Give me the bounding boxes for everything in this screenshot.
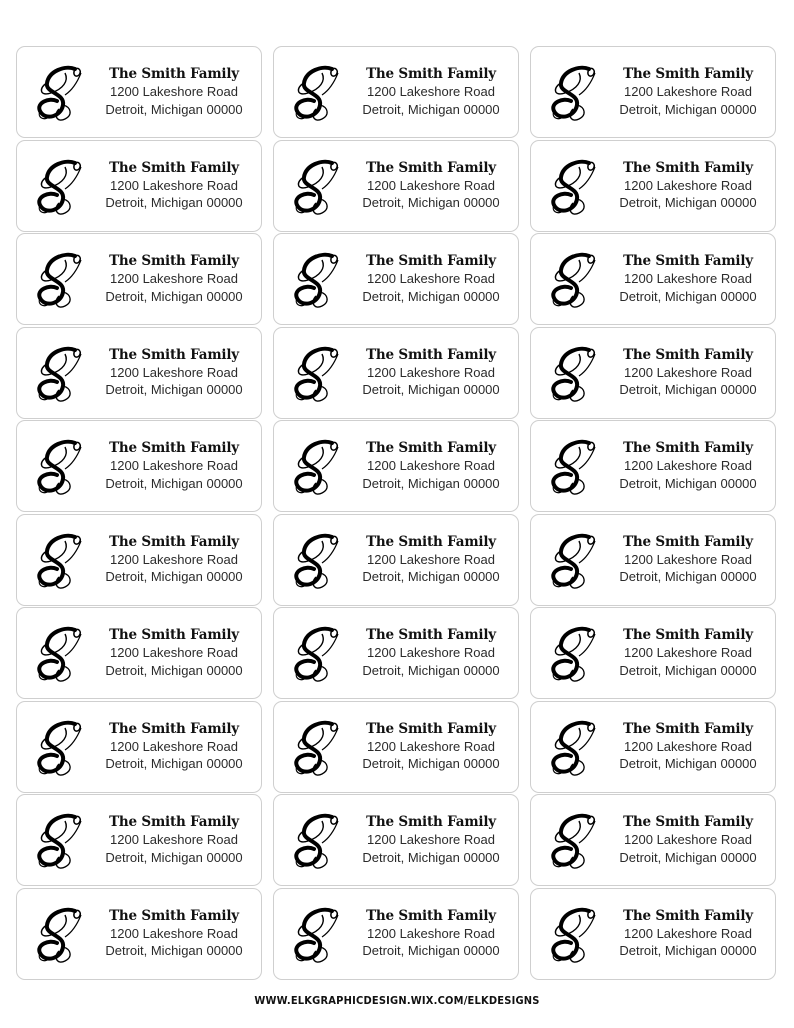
family-name: The Smith Family: [366, 720, 496, 737]
address-label: [273, 420, 519, 512]
address-line-2: Detroit, Michigan 00000: [105, 756, 243, 771]
address-line-2: Detroit, Michigan 00000: [105, 849, 243, 865]
label-text: [615, 66, 761, 118]
script-s-monogram-icon: [292, 531, 344, 591]
address-line-1: 1200 Lakeshore Road: [110, 832, 238, 847]
label-text: [358, 66, 504, 118]
address-label: [16, 888, 262, 980]
label-text: [615, 160, 761, 212]
address-line-1: 1200 Lakeshore Road: [110, 177, 238, 193]
address-line-1: 1200 Lakeshore Road: [367, 645, 495, 660]
address-line-2: Detroit, Michigan 00000: [619, 382, 757, 397]
address-line-1: 1200 Lakeshore Road: [367, 364, 495, 380]
address-line-1: 1200 Lakeshore Road: [110, 645, 238, 660]
label-text: [358, 347, 504, 399]
address-label: [16, 140, 262, 232]
label-text: [101, 908, 247, 960]
address-line-1: 1200 Lakeshore Road: [367, 738, 495, 754]
address-line-1: 1200 Lakeshore Road: [110, 551, 238, 567]
address-label: [530, 607, 776, 699]
address-line-1: 1200 Lakeshore Road: [110, 271, 238, 286]
script-s-monogram-icon: [549, 63, 601, 123]
address-line-2: Detroit, Michigan 00000: [105, 101, 243, 117]
family-name: The Smith Family: [109, 533, 239, 550]
address-line-2: Detroit, Michigan 00000: [362, 101, 500, 117]
script-s-monogram-icon: [549, 437, 601, 497]
label-text: [101, 534, 247, 586]
label-text: [358, 627, 504, 679]
label-text: [101, 253, 247, 305]
script-s-monogram-icon: [292, 624, 344, 684]
address-line-1: 1200 Lakeshore Road: [624, 84, 752, 99]
family-name: The Smith Family: [366, 533, 496, 550]
address-line-2: Detroit, Michigan 00000: [619, 756, 757, 771]
script-s-monogram-icon: [549, 157, 601, 217]
family-name: The Smith Family: [109, 346, 239, 363]
script-s-monogram-icon: [549, 250, 601, 310]
family-name: The Smith Family: [366, 627, 496, 643]
address-label: [530, 888, 776, 980]
script-s-monogram-icon: [35, 157, 87, 217]
address-line-1: 1200 Lakeshore Road: [367, 832, 495, 847]
label-text: [615, 814, 761, 866]
family-name: The Smith Family: [366, 907, 496, 924]
address-line-1: 1200 Lakeshore Road: [624, 458, 752, 473]
script-s-monogram-icon: [35, 250, 87, 310]
address-line-2: Detroit, Michigan 00000: [105, 382, 243, 397]
family-name: The Smith Family: [623, 533, 753, 550]
address-line-1: 1200 Lakeshore Road: [110, 458, 238, 473]
address-line-2: Detroit, Michigan 00000: [105, 288, 243, 304]
address-label: [273, 607, 519, 699]
label-text: [358, 534, 504, 586]
script-s-monogram-icon: [549, 905, 601, 965]
family-name: The Smith Family: [109, 627, 239, 643]
script-s-monogram-icon: [292, 905, 344, 965]
family-name: The Smith Family: [366, 346, 496, 363]
address-line-1: 1200 Lakeshore Road: [624, 645, 752, 660]
address-line-2: Detroit, Michigan 00000: [105, 943, 243, 958]
script-s-monogram-icon: [549, 344, 601, 404]
address-line-1: 1200 Lakeshore Road: [367, 271, 495, 286]
address-label: [16, 327, 262, 419]
family-name: The Smith Family: [366, 66, 496, 82]
address-label: [16, 607, 262, 699]
script-s-monogram-icon: [549, 531, 601, 591]
address-label: [530, 233, 776, 325]
family-name: The Smith Family: [623, 907, 753, 924]
script-s-monogram-icon: [35, 344, 87, 404]
address-line-2: Detroit, Michigan 00000: [619, 849, 757, 865]
family-name: The Smith Family: [623, 627, 753, 643]
address-label: [530, 514, 776, 606]
address-line-2: Detroit, Michigan 00000: [105, 195, 243, 210]
label-text: [101, 160, 247, 212]
label-text: [615, 627, 761, 679]
label-text: [615, 908, 761, 960]
family-name: The Smith Family: [366, 159, 496, 176]
script-s-monogram-icon: [35, 531, 87, 591]
address-line-2: Detroit, Michigan 00000: [105, 569, 243, 584]
family-name: The Smith Family: [109, 720, 239, 737]
address-line-1: 1200 Lakeshore Road: [367, 925, 495, 941]
script-s-monogram-icon: [292, 250, 344, 310]
address-line-1: 1200 Lakeshore Road: [624, 177, 752, 193]
label-text: [358, 440, 504, 492]
label-text: [615, 440, 761, 492]
address-line-2: Detroit, Michigan 00000: [362, 382, 500, 397]
label-text: [101, 721, 247, 773]
address-line-2: Detroit, Michigan 00000: [362, 943, 500, 958]
script-s-monogram-icon: [35, 437, 87, 497]
address-line-1: 1200 Lakeshore Road: [110, 84, 238, 99]
address-label: [273, 46, 519, 138]
address-label: [273, 701, 519, 793]
address-line-1: 1200 Lakeshore Road: [624, 925, 752, 941]
address-label: [16, 46, 262, 138]
family-name: The Smith Family: [623, 253, 753, 269]
address-line-2: Detroit, Michigan 00000: [362, 756, 500, 771]
script-s-monogram-icon: [35, 905, 87, 965]
script-s-monogram-icon: [35, 624, 87, 684]
family-name: The Smith Family: [109, 907, 239, 924]
address-label: [16, 233, 262, 325]
label-text: [615, 347, 761, 399]
address-line-1: 1200 Lakeshore Road: [624, 551, 752, 567]
address-line-1: 1200 Lakeshore Road: [110, 364, 238, 380]
script-s-monogram-icon: [292, 344, 344, 404]
family-name: The Smith Family: [623, 720, 753, 737]
label-text: [615, 534, 761, 586]
family-name: The Smith Family: [109, 814, 239, 830]
address-line-2: Detroit, Michigan 00000: [362, 475, 500, 491]
address-label: [16, 794, 262, 886]
address-label: [530, 420, 776, 512]
address-label: [16, 701, 262, 793]
script-s-monogram-icon: [549, 811, 601, 871]
family-name: The Smith Family: [623, 814, 753, 830]
address-label: [273, 794, 519, 886]
label-text: [101, 66, 247, 118]
address-line-2: Detroit, Michigan 00000: [619, 195, 757, 210]
script-s-monogram-icon: [549, 624, 601, 684]
family-name: The Smith Family: [109, 66, 239, 82]
script-s-monogram-icon: [292, 811, 344, 871]
address-label: [530, 46, 776, 138]
address-line-2: Detroit, Michigan 00000: [619, 943, 757, 958]
address-line-2: Detroit, Michigan 00000: [362, 569, 500, 584]
address-line-1: 1200 Lakeshore Road: [624, 832, 752, 847]
address-label: [273, 514, 519, 606]
label-text: [358, 908, 504, 960]
family-name: The Smith Family: [623, 159, 753, 176]
address-line-2: Detroit, Michigan 00000: [619, 569, 757, 584]
address-label: [273, 888, 519, 980]
script-s-monogram-icon: [292, 63, 344, 123]
address-label: [530, 140, 776, 232]
address-line-2: Detroit, Michigan 00000: [362, 849, 500, 865]
label-text: [101, 440, 247, 492]
label-text: [101, 814, 247, 866]
address-label: [273, 233, 519, 325]
address-line-1: 1200 Lakeshore Road: [367, 551, 495, 567]
address-label: [273, 140, 519, 232]
label-text: [615, 253, 761, 305]
label-text: [101, 627, 247, 679]
address-line-1: 1200 Lakeshore Road: [367, 84, 495, 99]
address-label: [530, 327, 776, 419]
script-s-monogram-icon: [35, 811, 87, 871]
address-line-2: Detroit, Michigan 00000: [105, 475, 243, 491]
family-name: The Smith Family: [623, 440, 753, 456]
address-line-2: Detroit, Michigan 00000: [362, 662, 500, 678]
family-name: The Smith Family: [109, 159, 239, 176]
address-label: [16, 514, 262, 606]
label-sheet: [16, 46, 778, 980]
address-line-1: 1200 Lakeshore Road: [367, 177, 495, 193]
address-line-2: Detroit, Michigan 00000: [619, 288, 757, 304]
family-name: The Smith Family: [623, 66, 753, 82]
address-line-1: 1200 Lakeshore Road: [110, 925, 238, 941]
family-name: The Smith Family: [366, 440, 496, 456]
family-name: The Smith Family: [366, 253, 496, 269]
script-s-monogram-icon: [292, 157, 344, 217]
address-line-1: 1200 Lakeshore Road: [624, 271, 752, 286]
address-label: [273, 327, 519, 419]
family-name: The Smith Family: [109, 253, 239, 269]
family-name: The Smith Family: [623, 346, 753, 363]
address-line-2: Detroit, Michigan 00000: [105, 662, 243, 678]
address-label: [530, 701, 776, 793]
label-text: [358, 814, 504, 866]
address-line-1: 1200 Lakeshore Road: [110, 738, 238, 754]
label-text: [615, 721, 761, 773]
address-label: [16, 420, 262, 512]
script-s-monogram-icon: [292, 718, 344, 778]
footer-url[interactable]: WWW.ELKGRAPHICDESIGN.WIX.COM/ELKDESIGNS: [254, 994, 540, 1007]
address-line-2: Detroit, Michigan 00000: [619, 662, 757, 678]
label-text: [358, 160, 504, 212]
script-s-monogram-icon: [292, 437, 344, 497]
script-s-monogram-icon: [35, 63, 87, 123]
address-line-1: 1200 Lakeshore Road: [624, 364, 752, 380]
script-s-monogram-icon: [549, 718, 601, 778]
label-text: [358, 253, 504, 305]
address-line-1: 1200 Lakeshore Road: [367, 458, 495, 473]
label-text: [101, 347, 247, 399]
family-name: The Smith Family: [109, 440, 239, 456]
family-name: The Smith Family: [366, 814, 496, 830]
script-s-monogram-icon: [35, 718, 87, 778]
address-line-2: Detroit, Michigan 00000: [619, 475, 757, 491]
label-text: [358, 721, 504, 773]
address-label: [530, 794, 776, 886]
address-line-1: 1200 Lakeshore Road: [624, 738, 752, 754]
address-line-2: Detroit, Michigan 00000: [362, 195, 500, 210]
address-line-2: Detroit, Michigan 00000: [362, 288, 500, 304]
address-line-2: Detroit, Michigan 00000: [619, 101, 757, 117]
